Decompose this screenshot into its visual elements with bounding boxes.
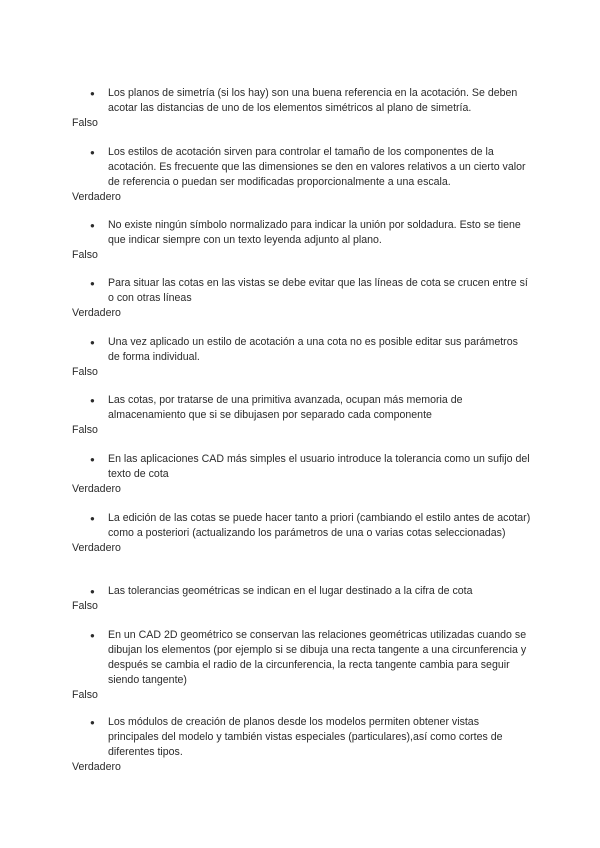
statement-text: Los estilos de acotación sirven para controlar el tamaño de los componentes de la acotación. Es frecuente que las dimensiones se den en valores relativos a un cierto valor de referencia o puedan ser modificadas proporcionalmente a una escala. (108, 146, 526, 188)
question-item (72, 393, 532, 438)
bullet-icon: ● (90, 338, 95, 347)
question-item (72, 628, 532, 703)
question-item (72, 86, 532, 131)
question-statement (72, 393, 532, 423)
answer-text: Verdadero (72, 307, 121, 319)
statement-text: No existe ningún símbolo normalizado para indicar la unión por soldadura. Esto se tiene que indicar siempre con un texto leyenda adjunto al plano. (108, 219, 521, 246)
answer-text: Falso (72, 366, 98, 378)
question-item (72, 218, 532, 263)
question-statement (72, 715, 532, 760)
answer-text: Verdadero (72, 483, 121, 495)
bullet-icon: ● (90, 514, 95, 523)
bullet-icon: ● (90, 396, 95, 405)
question-item (72, 276, 532, 321)
bullet-icon: ● (90, 587, 95, 596)
statement-text: Los planos de simetría (si los hay) son una buena referencia en la acotación. Se deben acotar las distancias de uno de los elementos simétricos al plano de simetría. (108, 87, 518, 114)
answer-text: Falso (72, 249, 98, 261)
bullet-icon: ● (90, 89, 95, 98)
question-item (72, 511, 532, 556)
statement-text: Los módulos de creación de planos desde los modelos permiten obtener vistas principales del modelo y también vistas especiales (particulares),así como cortes de diferentes tipos. (108, 716, 503, 758)
answer-text: Falso (72, 117, 98, 129)
statement-text: Las cotas, por tratarse de una primitiva avanzada, ocupan más memoria de almacenamiento que si se dibujasen por separado cada componente (108, 394, 463, 421)
bullet-icon: ● (90, 718, 95, 727)
answer-text: Falso (72, 424, 98, 436)
question-statement (72, 628, 532, 688)
question-item (72, 584, 532, 614)
question-statement (72, 145, 532, 190)
question-statement (72, 218, 532, 248)
bullet-icon: ● (90, 148, 95, 157)
bullet-icon: ● (90, 455, 95, 464)
bullet-icon: ● (90, 631, 95, 640)
statement-text: Las tolerancias geométricas se indican en el lugar destinado a la cifra de cota (108, 585, 473, 597)
answer-text: Verdadero (72, 542, 121, 554)
statement-text: En un CAD 2D geométrico se conservan las relaciones geométricas utilizadas cuando se dibujan los elementos (por ejemplo si se dibuja una recta tangente a una circunferencia y después se cambia el radio de la circunferencia, la recta tangente cambia para seguir siendo tangente) (108, 629, 527, 686)
question-statement (72, 276, 532, 306)
answer-text: Falso (72, 689, 98, 701)
answer-text: Verdadero (72, 191, 121, 203)
statement-text: Una vez aplicado un estilo de acotación a una cota no es posible editar sus parámetros de forma individual. (108, 336, 518, 363)
question-item (72, 335, 532, 380)
question-statement (72, 452, 532, 482)
question-item (72, 145, 532, 205)
statement-text: Para situar las cotas en las vistas se debe evitar que las líneas de cota se crucen entre sí o con otras líneas (108, 277, 528, 304)
answer-text: Verdadero (72, 761, 121, 773)
bullet-icon: ● (90, 221, 95, 230)
question-statement (72, 86, 532, 116)
bullet-icon: ● (90, 279, 95, 288)
statement-text: La edición de las cotas se puede hacer tanto a priori (cambiando el estilo antes de acotar) como a posteriori (actualizando los parámetros de una o varias cotas seleccionadas) (108, 512, 531, 539)
statement-text: En las aplicaciones CAD más simples el usuario introduce la tolerancia como un sufijo del texto de cota (108, 453, 530, 480)
question-statement (72, 511, 532, 541)
answer-text: Falso (72, 600, 98, 612)
question-item (72, 715, 532, 775)
question-item (72, 452, 532, 497)
question-statement (72, 335, 532, 365)
question-statement (72, 584, 532, 599)
